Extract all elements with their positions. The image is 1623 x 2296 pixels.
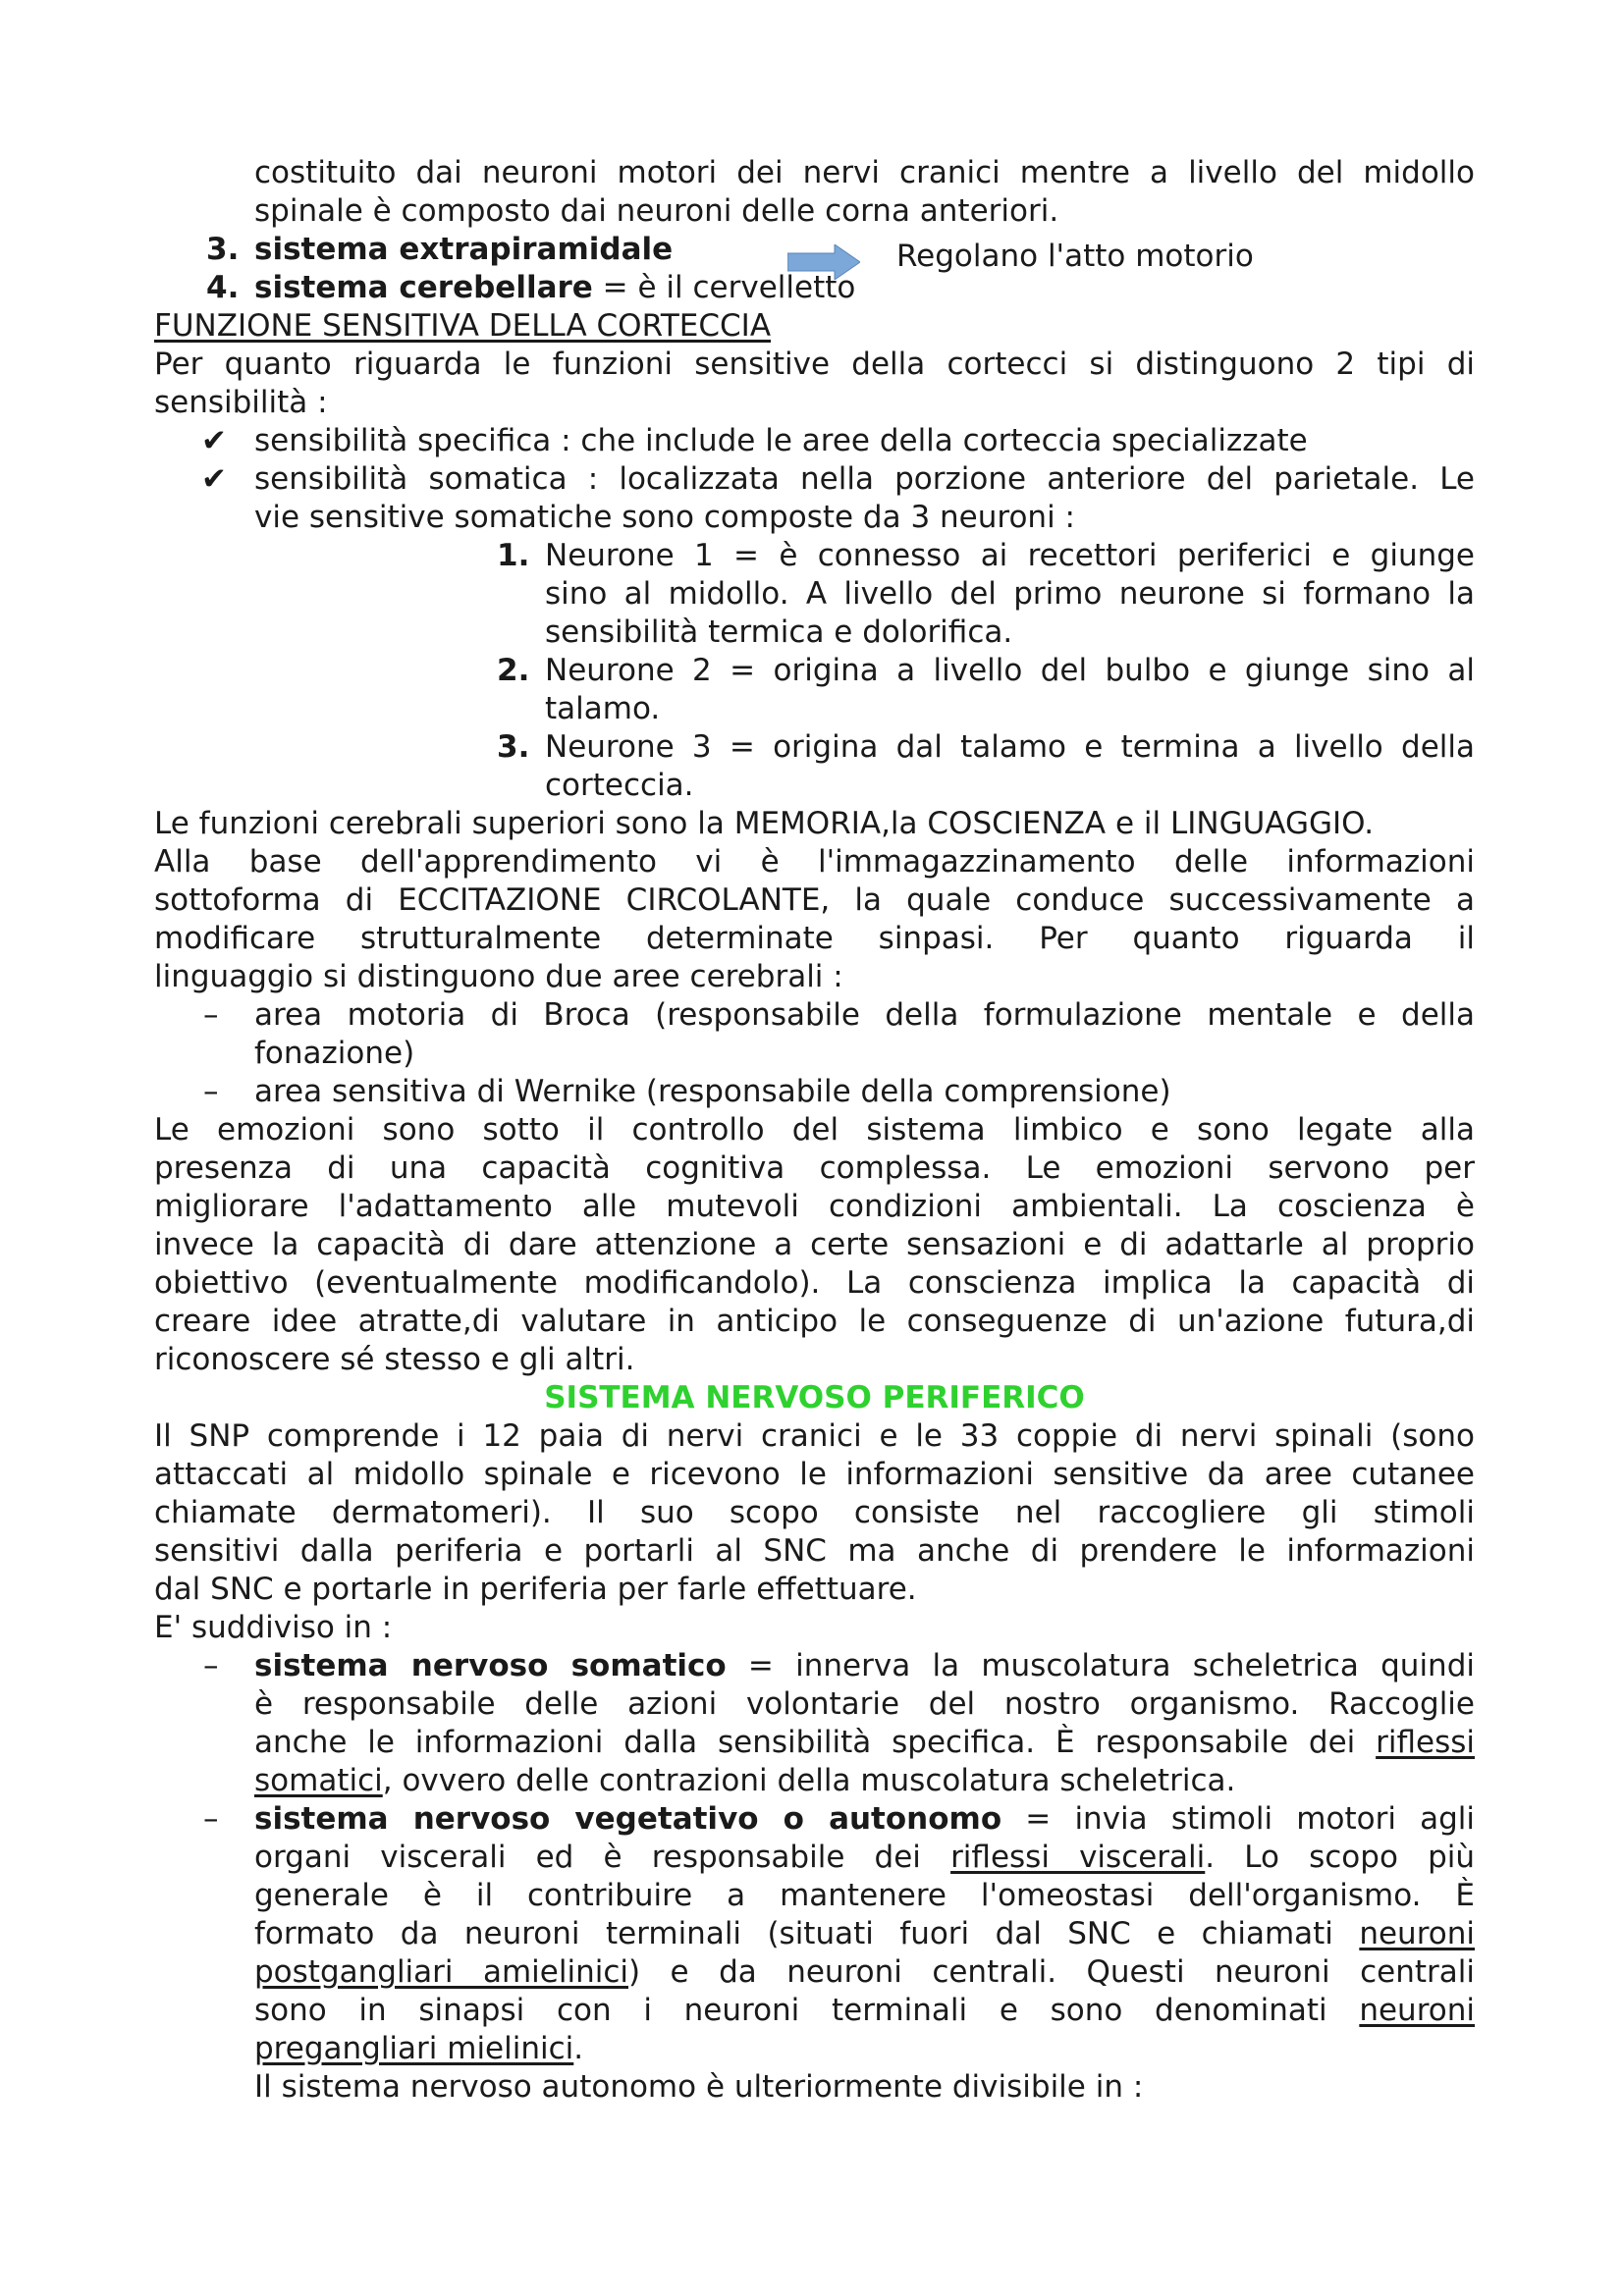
text-run: ) e da neuroni centrali. Questi neuroni centrali: [628, 1954, 1475, 1990]
underlined-term: somatici: [254, 1763, 383, 1798]
underlined-term: riflessi: [1376, 1725, 1475, 1760]
list-number: 2.: [497, 653, 530, 688]
text-line: corteccia.: [545, 768, 694, 803]
text-line: vie sensitive somatiche sono composte da 3 neuroni :: [254, 500, 1075, 535]
underlined-term: riflessi viscerali: [950, 1840, 1206, 1875]
text-line: costituito dai neuroni motori dei nervi cranici mentre a livello del midollo: [254, 155, 1475, 190]
list-item-text: = è il cervelletto: [592, 270, 856, 305]
term-label: sistema nervoso vegetativo o autonomo: [254, 1801, 1002, 1837]
section-heading: FUNZIONE SENSITIVA DELLA CORTECCIA: [154, 308, 772, 344]
text-run: sono in sinapsi con i neuroni terminali e sono denominati: [254, 1993, 1360, 2028]
bullet-item: area motoria di Broca (responsabile della formulazione mentale e della: [254, 997, 1475, 1033]
text-line: Il sistema nervoso autonomo è ulteriormente divisibile in :: [254, 2069, 1144, 2105]
text-run: .: [573, 2031, 584, 2066]
bullet-item: sensibilità somatica : localizzata nella porzione anteriore del parietale. Le: [254, 461, 1475, 497]
text-line: Le funzioni cerebrali superiori sono la MEMORIA,la COSCIENZA e il LINGUAGGIO.: [154, 806, 1375, 841]
text-line: sottoforma di ECCITAZIONE CIRCOLANTE, la quale conduce successivamente a: [154, 882, 1475, 918]
text-line: [254, 1992, 1475, 2030]
dash-bullet: –: [203, 1801, 219, 1837]
list-number: 3.: [206, 232, 240, 267]
text-line: creare idee atratte,di valutare in anticipo le conseguenze di un'azione futura,di: [154, 1304, 1475, 1339]
list-item: Neurone 2 = origina a livello del bulbo e giunge sino al: [545, 653, 1475, 688]
term-label: sistema nervoso somatico: [254, 1648, 727, 1683]
right-arrow-icon: [787, 244, 860, 280]
text-line: fonazione): [254, 1036, 415, 1071]
text-run: , ovvero delle contrazioni della muscolatura scheletrica.: [382, 1763, 1236, 1798]
bullet-item: area sensitiva di Wernike (responsabile della comprensione): [254, 1074, 1171, 1109]
text-run: formato da neuroni terminali (situati fuori dal SNC e chiamati: [254, 1916, 1360, 1951]
text-line: linguaggio si distinguono due aree cerebrali :: [154, 959, 843, 994]
text-line: migliorare l'adattamento alle mutevoli condizioni ambientali. La coscienza è: [154, 1189, 1475, 1224]
text-line: spinale è composto dai neuroni delle corna anteriori.: [254, 193, 1059, 229]
text-run: organi viscerali ed è responsabile dei: [254, 1840, 951, 1875]
underlined-term: pregangliari mielinici: [254, 2031, 574, 2066]
list-item-label: sistema cerebellare: [254, 270, 593, 305]
text-run: anche le informazioni dalla sensibilità specifica. È responsabile dei: [254, 1725, 1377, 1760]
text-line: talamo.: [545, 691, 661, 726]
text-line: [254, 1953, 1475, 1992]
dash-bullet: –: [203, 1074, 219, 1109]
text-line: attaccati al midollo spinale e ricevono le informazioni sensitive da aree cutanee: [154, 1457, 1475, 1492]
text-line: invece la capacità di dare attenzione a certe sensazioni e di adattarle al proprio: [154, 1227, 1475, 1262]
check-icon: ✔: [201, 461, 227, 497]
text-line: sensitivi dalla periferia e portarli al SNC ma anche di prendere le informazioni: [154, 1533, 1475, 1569]
list-item: [254, 269, 855, 307]
underlined-term: neuroni: [1359, 1916, 1475, 1951]
dash-bullet: –: [203, 1648, 219, 1683]
text-line: obiettivo (eventualmente modificandolo). La conscienza implica la capacità di: [154, 1265, 1475, 1301]
text-line: Per quanto riguarda le funzioni sensitive della cortecci si distinguono 2 tipi di: [154, 347, 1475, 382]
text-line: [254, 2030, 583, 2068]
text-line: [254, 1762, 1235, 1800]
underlined-term: postgangliari amielinici: [254, 1954, 629, 1990]
text-line: sino al midollo. A livello del primo neurone si formano la: [545, 576, 1475, 612]
text-line: chiamate dermatomeri). Il suo scopo consiste nel raccogliere gli stimoli: [154, 1495, 1475, 1530]
text-line: [254, 1839, 1475, 1877]
list-item: Neurone 1 = è connesso ai recettori periferici e giunge: [545, 538, 1475, 573]
text-line: presenza di una capacità cognitiva complessa. Le emozioni servono per: [154, 1150, 1475, 1186]
text-line: dal SNC e portarle in periferia per farle effettuare.: [154, 1572, 917, 1607]
check-icon: ✔: [201, 423, 227, 458]
list-number: 3.: [497, 729, 530, 765]
text-line: [254, 1915, 1475, 1953]
bullet-item: [254, 1800, 1475, 1839]
text-line: Le emozioni sono sotto il controllo del sistema limbico e sono legate alla: [154, 1112, 1475, 1148]
bullet-item: sensibilità specifica : che include le aree della corteccia specializzate: [254, 423, 1308, 458]
list-number: 4.: [206, 270, 240, 305]
list-item: Neurone 3 = origina dal talamo e termina a livello della: [545, 729, 1475, 765]
dash-bullet: –: [203, 997, 219, 1033]
arrow-annotation: Regolano l'atto motorio: [896, 239, 1254, 274]
text-line: è responsabile delle azioni volontarie del nostro organismo. Raccoglie: [254, 1686, 1475, 1722]
text-line: Il SNP comprende i 12 paia di nervi cranici e le 33 coppie di nervi spinali (sono: [154, 1418, 1475, 1454]
text-line: sensibilità termica e dolorifica.: [545, 614, 1013, 650]
bullet-item: [254, 1647, 1475, 1685]
term-text: = innerva la muscolatura scheletrica quindi: [726, 1648, 1475, 1683]
text-line: [254, 1724, 1475, 1762]
list-number: 1.: [497, 538, 530, 573]
section-title: SISTEMA NERVOSO PERIFERICO: [544, 1380, 1085, 1415]
text-line: riconoscere sé stesso e gli altri.: [154, 1342, 635, 1377]
text-line: E' suddiviso in :: [154, 1610, 393, 1645]
text-run: . Lo scopo più: [1205, 1840, 1476, 1875]
underlined-term: neuroni: [1359, 1993, 1475, 2028]
text-line: sensibilità :: [154, 385, 328, 420]
list-item-label: sistema extrapiramidale: [254, 232, 674, 267]
term-text: = invia stimoli motori agli: [1001, 1801, 1475, 1837]
text-line: modificare strutturalmente determinate sinpasi. Per quanto riguarda il: [154, 921, 1475, 956]
text-line: Alla base dell'apprendimento vi è l'immagazzinamento delle informazioni: [154, 844, 1475, 880]
text-line: generale è il contribuire a mantenere l'omeostasi dell'organismo. È: [254, 1878, 1475, 1913]
